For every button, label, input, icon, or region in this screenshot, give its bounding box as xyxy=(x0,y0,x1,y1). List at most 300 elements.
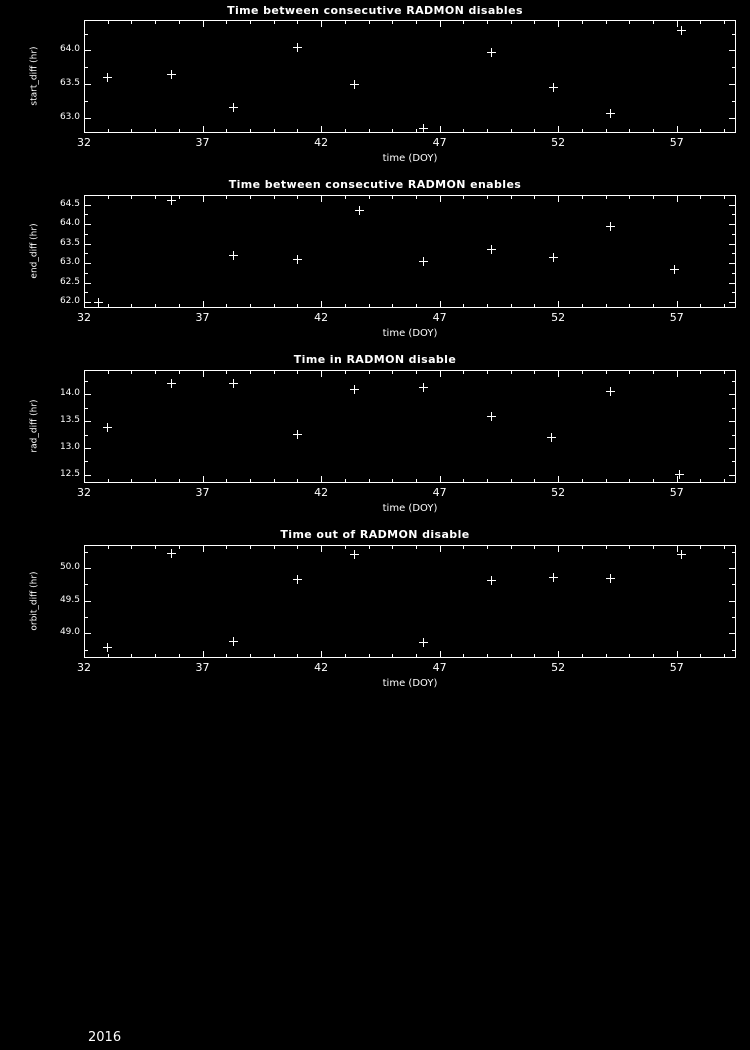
x-tick xyxy=(511,304,512,308)
y-tick xyxy=(729,475,736,476)
y-tick xyxy=(84,224,91,225)
x-axis-label: time (DOY) xyxy=(382,153,438,164)
data-point xyxy=(677,550,686,559)
x-tick xyxy=(653,195,654,199)
y-tick xyxy=(732,67,736,68)
x-tick xyxy=(297,479,298,483)
data-point xyxy=(547,433,556,442)
data-point xyxy=(487,576,496,585)
data-point xyxy=(293,43,302,52)
y-tick-label: 63.0 xyxy=(59,112,80,123)
y-tick xyxy=(84,568,91,569)
x-tick xyxy=(203,476,204,483)
x-tick xyxy=(321,126,322,133)
y-tick-label: 49.5 xyxy=(59,594,80,605)
plot-frame xyxy=(84,545,736,658)
x-tick xyxy=(84,545,85,552)
x-tick xyxy=(629,20,630,24)
x-tick xyxy=(108,370,109,374)
x-tick xyxy=(369,20,370,24)
x-tick-label: 52 xyxy=(551,486,566,499)
x-tick xyxy=(155,20,156,24)
x-tick xyxy=(463,304,464,308)
data-point xyxy=(293,430,302,439)
x-tick xyxy=(534,479,535,483)
x-tick xyxy=(203,301,204,308)
x-axis-label: time (DOY) xyxy=(382,678,438,689)
y-tick xyxy=(84,408,88,409)
x-tick xyxy=(416,654,417,658)
x-tick xyxy=(392,545,393,549)
x-tick xyxy=(250,304,251,308)
x-tick xyxy=(700,20,701,24)
x-tick xyxy=(250,195,251,199)
x-tick xyxy=(250,370,251,374)
y-tick xyxy=(729,568,736,569)
data-point xyxy=(167,549,176,558)
y-tick xyxy=(84,584,88,585)
y-tick xyxy=(84,601,91,602)
y-tick xyxy=(84,381,88,382)
x-tick xyxy=(582,304,583,308)
x-tick xyxy=(345,195,346,199)
data-point xyxy=(94,298,103,307)
y-tick xyxy=(729,601,736,602)
x-tick xyxy=(440,126,441,133)
x-tick xyxy=(321,545,322,552)
x-tick xyxy=(108,654,109,658)
x-tick xyxy=(653,129,654,133)
x-tick xyxy=(179,479,180,483)
x-tick xyxy=(345,129,346,133)
y-tick xyxy=(729,302,736,303)
x-tick xyxy=(131,370,132,374)
y-axis-label: start_diff (hr) xyxy=(29,45,39,106)
data-point xyxy=(419,638,428,647)
x-tick xyxy=(463,195,464,199)
plot-frame xyxy=(84,370,736,483)
x-tick xyxy=(487,545,488,549)
x-tick-label: 52 xyxy=(551,661,566,674)
x-tick-label: 37 xyxy=(195,311,210,324)
x-tick xyxy=(226,304,227,308)
x-tick xyxy=(226,195,227,199)
x-tick xyxy=(392,370,393,374)
x-tick xyxy=(724,370,725,374)
x-tick xyxy=(511,545,512,549)
x-tick xyxy=(179,129,180,133)
x-tick xyxy=(345,479,346,483)
y-tick xyxy=(729,50,736,51)
y-tick xyxy=(729,224,736,225)
x-tick xyxy=(463,370,464,374)
x-tick xyxy=(677,370,678,377)
x-tick-label: 42 xyxy=(314,136,329,149)
x-tick xyxy=(724,479,725,483)
y-tick xyxy=(84,195,88,196)
x-tick xyxy=(131,129,132,133)
y-tick xyxy=(84,84,91,85)
x-tick xyxy=(179,370,180,374)
x-tick-label: 57 xyxy=(669,661,684,674)
x-tick xyxy=(84,651,85,658)
x-tick xyxy=(226,545,227,549)
x-tick xyxy=(653,479,654,483)
x-tick xyxy=(250,20,251,24)
y-tick xyxy=(729,283,736,284)
x-tick xyxy=(297,20,298,24)
y-tick-label: 63.5 xyxy=(59,237,80,248)
data-point xyxy=(167,196,176,205)
x-tick xyxy=(724,545,725,549)
plot-frame xyxy=(84,195,736,308)
x-tick xyxy=(131,654,132,658)
x-tick xyxy=(724,304,725,308)
data-point xyxy=(167,70,176,79)
x-tick xyxy=(534,370,535,374)
y-tick xyxy=(84,448,91,449)
y-tick-label: 62.5 xyxy=(59,276,80,287)
x-tick xyxy=(558,476,559,483)
x-tick xyxy=(582,370,583,374)
x-tick xyxy=(724,20,725,24)
x-tick xyxy=(297,129,298,133)
x-tick xyxy=(511,479,512,483)
x-tick xyxy=(345,654,346,658)
x-tick xyxy=(700,479,701,483)
x-tick xyxy=(274,195,275,199)
x-tick xyxy=(131,20,132,24)
x-tick xyxy=(487,195,488,199)
x-tick xyxy=(131,304,132,308)
y-tick xyxy=(84,263,91,264)
x-tick xyxy=(321,476,322,483)
y-tick xyxy=(84,234,88,235)
x-tick-label: 32 xyxy=(77,136,91,149)
data-point xyxy=(103,643,112,652)
data-point xyxy=(350,385,359,394)
x-tick xyxy=(369,370,370,374)
data-point xyxy=(103,73,112,82)
y-tick xyxy=(84,34,88,35)
y-tick xyxy=(732,461,736,462)
x-tick xyxy=(440,476,441,483)
x-tick xyxy=(629,370,630,374)
x-tick xyxy=(606,195,607,199)
data-point xyxy=(167,379,176,388)
y-tick-label: 49.0 xyxy=(59,627,80,638)
x-tick xyxy=(226,479,227,483)
x-tick xyxy=(155,129,156,133)
x-tick xyxy=(274,304,275,308)
x-tick xyxy=(487,129,488,133)
y-tick xyxy=(84,292,88,293)
x-tick xyxy=(321,20,322,27)
x-tick xyxy=(203,126,204,133)
y-tick xyxy=(84,302,91,303)
x-tick-label: 32 xyxy=(77,486,91,499)
y-tick xyxy=(84,101,88,102)
x-tick xyxy=(534,304,535,308)
y-tick xyxy=(732,650,736,651)
data-point xyxy=(419,124,428,133)
y-tick xyxy=(729,421,736,422)
x-axis-label: time (DOY) xyxy=(382,503,438,514)
x-tick xyxy=(108,129,109,133)
chart-title: Time between consecutive RADMON enables xyxy=(228,178,522,191)
x-tick xyxy=(487,479,488,483)
x-tick xyxy=(369,195,370,199)
x-tick xyxy=(606,545,607,549)
x-tick xyxy=(606,304,607,308)
x-tick xyxy=(700,370,701,374)
x-tick xyxy=(84,20,85,27)
x-tick-label: 42 xyxy=(314,661,329,674)
x-tick xyxy=(440,20,441,27)
y-tick xyxy=(84,205,91,206)
y-tick-label: 50.0 xyxy=(59,561,80,572)
data-point xyxy=(229,379,238,388)
x-tick xyxy=(582,129,583,133)
y-tick-label: 64.5 xyxy=(59,198,80,209)
y-tick xyxy=(732,253,736,254)
x-tick xyxy=(250,479,251,483)
x-tick xyxy=(274,20,275,24)
plot-frame xyxy=(84,20,736,133)
chart-title: Time between consecutive RADMON disables xyxy=(227,4,523,17)
x-tick xyxy=(463,545,464,549)
x-tick xyxy=(440,301,441,308)
x-tick xyxy=(345,20,346,24)
x-tick xyxy=(155,195,156,199)
x-tick-label: 57 xyxy=(669,136,684,149)
x-tick xyxy=(653,654,654,658)
x-tick xyxy=(629,479,630,483)
x-tick xyxy=(463,20,464,24)
year-label: 2016 xyxy=(88,1030,122,1045)
x-tick xyxy=(84,370,85,377)
x-tick xyxy=(511,129,512,133)
x-tick xyxy=(534,129,535,133)
x-tick xyxy=(179,304,180,308)
y-tick xyxy=(84,461,88,462)
y-tick xyxy=(732,34,736,35)
x-tick xyxy=(345,370,346,374)
x-tick xyxy=(677,195,678,202)
y-tick xyxy=(732,273,736,274)
x-tick xyxy=(534,20,535,24)
x-tick xyxy=(131,479,132,483)
y-tick xyxy=(84,475,91,476)
data-point xyxy=(103,423,112,432)
x-tick xyxy=(653,20,654,24)
x-tick xyxy=(155,479,156,483)
x-tick-label: 47 xyxy=(432,311,447,324)
y-tick xyxy=(729,394,736,395)
data-point xyxy=(293,255,302,264)
y-tick xyxy=(729,448,736,449)
x-tick xyxy=(606,654,607,658)
x-tick xyxy=(487,370,488,374)
y-tick xyxy=(84,118,91,119)
data-point xyxy=(549,573,558,582)
x-tick xyxy=(392,304,393,308)
x-tick xyxy=(463,654,464,658)
y-tick xyxy=(84,421,91,422)
x-tick xyxy=(582,20,583,24)
x-tick xyxy=(677,301,678,308)
x-tick-label: 42 xyxy=(314,311,329,324)
y-tick xyxy=(84,650,88,651)
x-tick xyxy=(369,479,370,483)
x-tick xyxy=(345,545,346,549)
x-tick-label: 32 xyxy=(77,311,91,324)
y-tick-label: 13.5 xyxy=(59,415,80,426)
x-tick xyxy=(179,654,180,658)
x-tick-label: 32 xyxy=(77,661,91,674)
x-tick xyxy=(131,545,132,549)
x-tick xyxy=(558,651,559,658)
y-axis-label: end_diff (hr) xyxy=(29,222,39,279)
x-tick xyxy=(203,20,204,27)
x-tick-label: 47 xyxy=(432,661,447,674)
x-tick xyxy=(203,195,204,202)
x-tick xyxy=(511,370,512,374)
x-tick xyxy=(582,545,583,549)
x-tick xyxy=(274,545,275,549)
data-point xyxy=(549,253,558,262)
y-tick xyxy=(732,214,736,215)
x-tick xyxy=(534,195,535,199)
x-tick xyxy=(392,129,393,133)
x-tick-label: 37 xyxy=(195,486,210,499)
x-tick xyxy=(321,370,322,377)
x-tick xyxy=(392,654,393,658)
x-tick xyxy=(440,545,441,552)
x-tick-label: 37 xyxy=(195,661,210,674)
y-tick xyxy=(84,50,91,51)
x-tick xyxy=(582,195,583,199)
y-tick-label: 63.5 xyxy=(59,78,80,89)
x-tick xyxy=(606,370,607,374)
y-tick xyxy=(732,101,736,102)
y-tick xyxy=(729,84,736,85)
x-tick xyxy=(700,129,701,133)
x-tick xyxy=(463,479,464,483)
data-point xyxy=(677,26,686,35)
x-tick xyxy=(700,304,701,308)
data-point xyxy=(487,48,496,57)
y-tick xyxy=(732,292,736,293)
y-tick-label: 64.0 xyxy=(59,218,80,229)
x-tick xyxy=(392,195,393,199)
y-tick xyxy=(732,552,736,553)
y-tick xyxy=(732,435,736,436)
data-point xyxy=(229,103,238,112)
data-point xyxy=(487,245,496,254)
x-tick xyxy=(700,545,701,549)
x-tick xyxy=(534,545,535,549)
x-tick xyxy=(463,129,464,133)
x-tick xyxy=(84,195,85,202)
y-tick xyxy=(732,408,736,409)
x-tick xyxy=(84,476,85,483)
x-tick xyxy=(440,651,441,658)
data-point xyxy=(487,412,496,421)
y-tick xyxy=(84,67,88,68)
x-tick xyxy=(558,370,559,377)
data-point xyxy=(350,550,359,559)
x-tick xyxy=(226,654,227,658)
data-point xyxy=(606,222,615,231)
x-tick xyxy=(606,20,607,24)
x-tick xyxy=(84,126,85,133)
x-tick xyxy=(629,129,630,133)
x-tick xyxy=(108,545,109,549)
x-tick xyxy=(653,370,654,374)
x-tick xyxy=(321,651,322,658)
x-tick xyxy=(226,370,227,374)
x-tick xyxy=(653,304,654,308)
x-tick xyxy=(416,304,417,308)
x-tick xyxy=(653,545,654,549)
x-tick xyxy=(558,20,559,27)
x-tick xyxy=(558,545,559,552)
x-tick xyxy=(369,654,370,658)
x-tick xyxy=(606,479,607,483)
x-tick xyxy=(724,195,725,199)
x-tick xyxy=(203,651,204,658)
y-tick xyxy=(84,273,88,274)
x-tick xyxy=(179,195,180,199)
y-tick xyxy=(84,244,91,245)
x-tick xyxy=(677,651,678,658)
x-tick xyxy=(606,129,607,133)
x-tick xyxy=(629,195,630,199)
x-tick-label: 57 xyxy=(669,486,684,499)
data-point xyxy=(419,383,428,392)
data-point xyxy=(675,470,684,479)
y-tick xyxy=(84,633,91,634)
y-tick xyxy=(84,435,88,436)
x-tick xyxy=(203,545,204,552)
y-tick xyxy=(84,253,88,254)
x-tick xyxy=(416,479,417,483)
y-tick xyxy=(729,633,736,634)
x-tick-label: 42 xyxy=(314,486,329,499)
x-tick xyxy=(392,20,393,24)
x-tick xyxy=(250,545,251,549)
x-tick xyxy=(297,370,298,374)
x-tick xyxy=(558,126,559,133)
y-tick xyxy=(729,118,736,119)
x-tick xyxy=(700,195,701,199)
x-tick xyxy=(108,479,109,483)
y-tick xyxy=(84,552,88,553)
x-tick-label: 57 xyxy=(669,311,684,324)
y-axis-label: rad_diff (hr) xyxy=(29,398,39,453)
x-tick xyxy=(369,545,370,549)
y-tick xyxy=(84,394,91,395)
data-point xyxy=(606,109,615,118)
x-tick xyxy=(416,370,417,374)
data-point xyxy=(229,251,238,260)
x-tick xyxy=(416,20,417,24)
data-point xyxy=(670,265,679,274)
x-tick xyxy=(179,20,180,24)
x-tick xyxy=(392,479,393,483)
y-tick-label: 64.0 xyxy=(59,44,80,55)
